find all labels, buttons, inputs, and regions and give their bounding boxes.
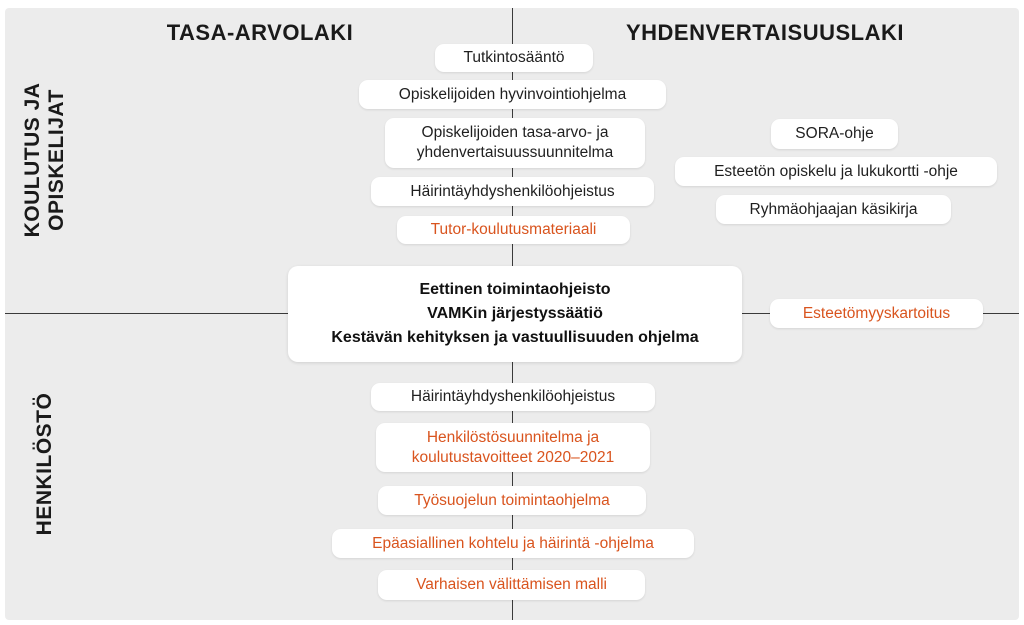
row-header-top-line1: KOULUTUS JA — [21, 82, 44, 238]
item-henkilostosuunnitelma-line2: koulutustavoitteet 2020–2021 — [411, 448, 615, 466]
item-henkilostosuunnitelma — [376, 423, 650, 472]
item-tyosuojelun-toimintaohjelma: Työsuojelun toimintaohjelma — [378, 486, 646, 515]
item-tasa-arvo-line1: Opiskelijoiden tasa-arvo- ja — [421, 124, 609, 141]
item-hairintayhdyshenkiloohjeistus-top: Häirintäyhdyshenkilöohjeistus — [371, 177, 654, 206]
row-header-koulutus-opiskelijat — [21, 65, 69, 255]
item-ryhmaohjaajan-kasikirja: Ryhmäohjaajan käsikirja — [716, 195, 951, 224]
column-header-tasa-arvolaki: TASA-ARVOLAKI — [166, 20, 354, 45]
item-opiskelijoiden-hyvinvointiohjelma: Opiskelijoiden hyvinvointiohjelma — [359, 80, 666, 109]
item-tasa-arvo-suunnitelma — [385, 118, 645, 168]
item-tutor-koulutusmateriaali: Tutor-koulutusmateriaali — [397, 216, 630, 244]
center-line2: VAMKin järjestyssäätiö — [427, 305, 603, 322]
item-sora-ohje: SORA-ohje — [771, 119, 898, 149]
row-header-top-line2: OPISKELIJAT — [45, 89, 68, 231]
item-henkilostosuunnitelma-line1: Henkilöstösuunnitelma ja — [426, 428, 600, 446]
center-line3: Kestävän kehityksen ja vastuullisuuden ohjelma — [331, 329, 699, 346]
column-header-yhdenvertaisuuslaki: YHDENVERTAISUUSLAKI — [625, 20, 904, 45]
item-tasa-arvo-line2: yhdenvertaisuussuunnitelma — [416, 144, 614, 161]
center-box-shared-documents — [288, 266, 742, 362]
row-header-henkilosto: HENKILÖSTÖ — [33, 392, 56, 536]
item-esteeton-opiskelu-ohje: Esteetön opiskelu ja lukukortti -ohje — [675, 157, 997, 186]
item-hairintayhdyshenkiloohjeistus-bottom: Häirintäyhdyshenkilöohjeistus — [371, 383, 655, 411]
item-epaasiallinen-kohtelu-ohjelma: Epäasiallinen kohtelu ja häirintä -ohjelma — [332, 529, 694, 558]
center-line1: Eettinen toimintaohjeisto — [419, 281, 611, 298]
item-esteetomyyskartoitus: Esteetömyyskartoitus — [770, 299, 983, 328]
item-tutkintosaanto: Tutkintosääntö — [435, 44, 593, 72]
item-varhaisen-valittamisen-malli: Varhaisen välittämisen malli — [378, 570, 645, 600]
